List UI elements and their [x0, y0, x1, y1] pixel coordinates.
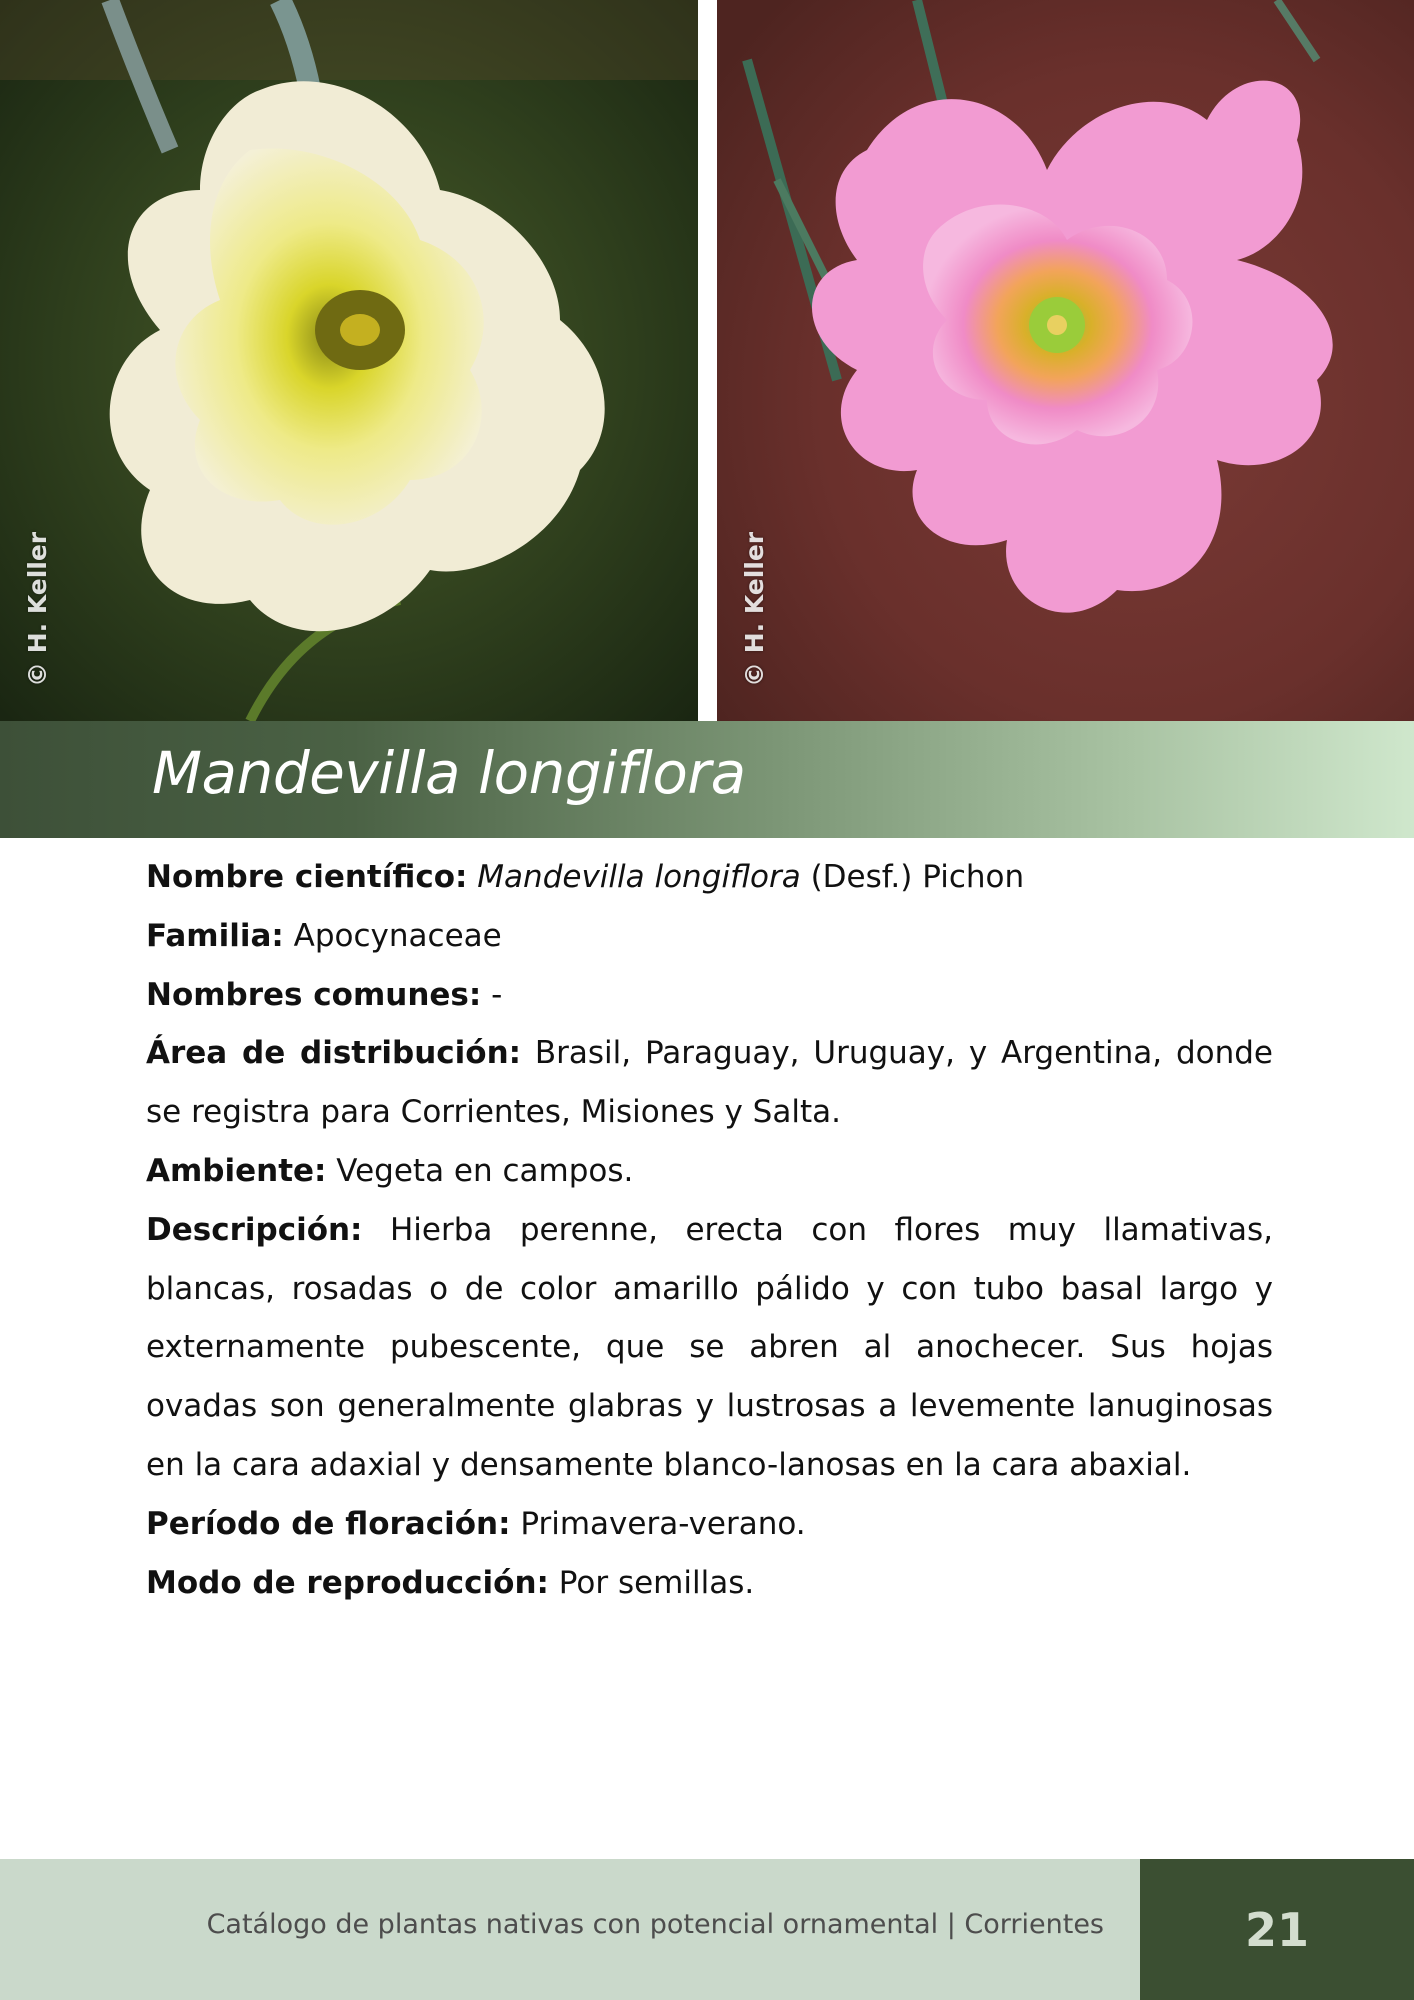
pink-flower-photo — [717, 0, 1414, 721]
field-value: Hierba perenne, erecta con flores muy llamativas, blancas, rosadas o de color amarillo pálido y con tubo basal largo y externamente pubescente, que se abren al anochecer. Sus hojas ovadas son generalmente glabras y lustrosas a levemente lanuginosas en la cara adaxial y densamente blanco-lanosas en la cara abaxial. — [146, 1211, 1273, 1483]
field-nombres-comunes — [146, 966, 1273, 1025]
field-modo-reproduccion — [146, 1554, 1273, 1613]
field-label: Nombre científico: — [146, 859, 468, 895]
scientific-name: Mandevilla longiflora — [477, 859, 801, 895]
field-value: (Desf.) Pichon — [800, 859, 1025, 895]
yellow-flower-photo — [0, 0, 698, 721]
field-area-distribucion — [146, 1024, 1273, 1142]
pink-flower-image — [717, 0, 1414, 721]
field-value: Apocynaceae — [283, 917, 502, 954]
photo-credit: © H. Keller — [740, 531, 769, 687]
field-value: Brasil, Paraguay, Uruguay, y Argentina, donde se registra para Corrientes, Misiones y Salta. — [146, 1035, 1273, 1131]
field-label: Nombres comunes: — [146, 976, 482, 1013]
yellow-flower-image — [0, 0, 698, 721]
field-nombre-cientifico — [146, 848, 1273, 907]
field-label: Área de distribución: — [146, 1035, 522, 1072]
species-details — [146, 848, 1273, 1612]
field-value: Primavera-verano. — [510, 1505, 806, 1542]
field-label: Modo de reproducción: — [146, 1564, 549, 1601]
page-footer — [0, 1859, 1414, 2000]
footer-catalog-title: Catálogo de plantas nativas con potencial ornamental | Corrientes — [206, 1909, 1104, 1940]
field-label: Descripción: — [146, 1211, 363, 1248]
field-periodo-floracion — [146, 1495, 1273, 1554]
page-number: 21 — [1140, 1859, 1414, 2000]
photo-credit: © H. Keller — [23, 531, 52, 687]
species-title: Mandevilla longiflora — [152, 739, 746, 807]
field-label: Familia: — [146, 917, 284, 954]
field-ambiente — [146, 1142, 1273, 1201]
field-descripcion — [146, 1201, 1273, 1495]
field-label: Período de floración: — [146, 1505, 511, 1542]
species-title-band — [0, 721, 1414, 838]
field-label: Ambiente: — [146, 1152, 327, 1189]
field-familia — [146, 907, 1273, 966]
field-value: Por semillas. — [548, 1564, 755, 1601]
field-value: Vegeta en campos. — [326, 1152, 634, 1189]
field-value: - — [481, 976, 503, 1013]
